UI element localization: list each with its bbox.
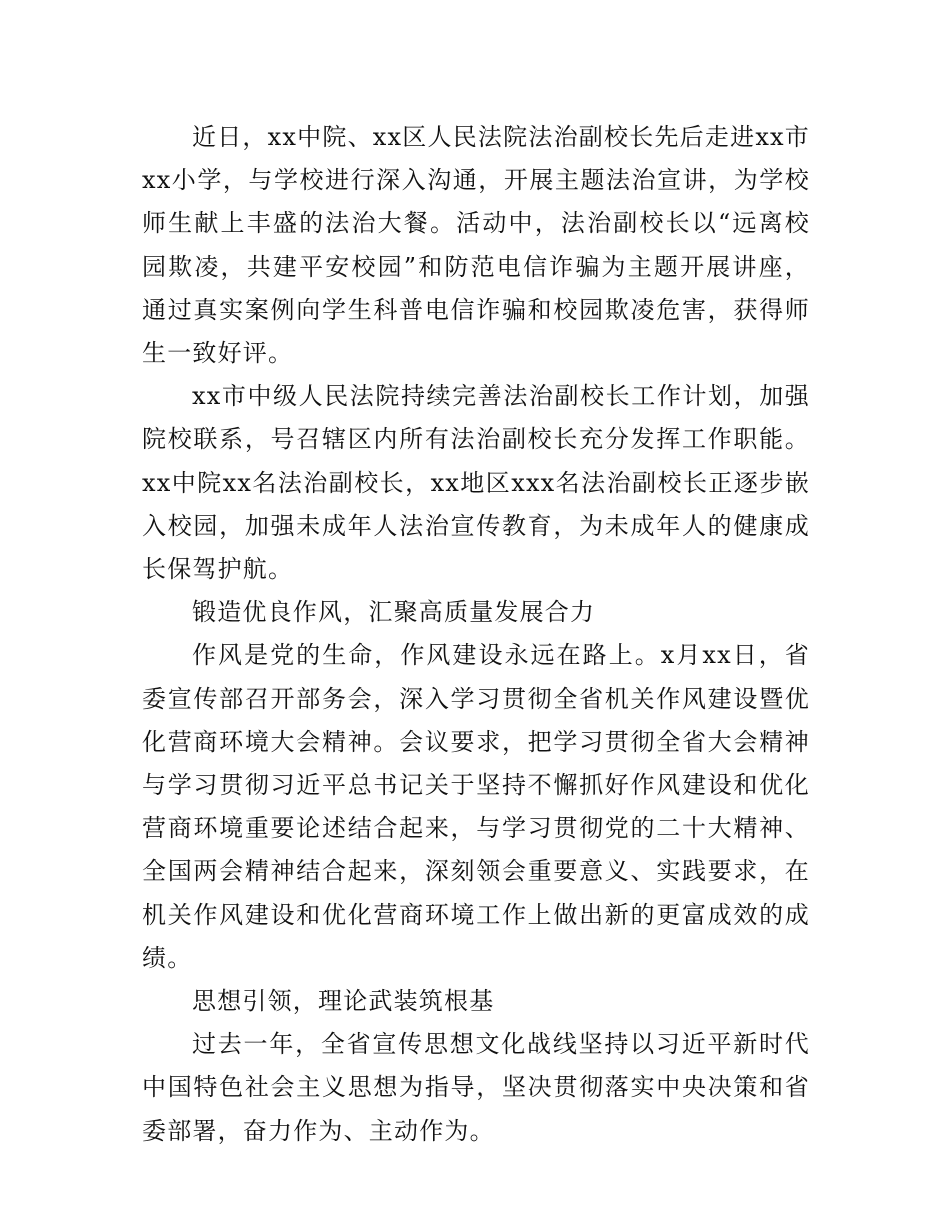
section-heading-ideology: 思想引领，理论武装筑根基 (192, 987, 495, 1016)
document-page (142, 116, 810, 1153)
paragraph-ideology: 过去一年，全省宣传思想文化战线坚持以习近平新时代中国特色社会主义思想为指导，坚决贯彻落实中央决策和省委部署，奋力作为、主动作为。 (142, 1030, 810, 1145)
paragraph-vice-principal-plan: xx市中级人民法院持续完善法治副校长工作计划，加强院校联系，号召辖区内所有法治副校长充分发挥工作职能。xx中院xx名法治副校长，xx地区xxx名法治副校长正逐步嵌入校园，加强未成年人法治宣传教育，为未成年人的健康成长保驾护航。 (142, 382, 810, 584)
paragraph-court-visit: 近日，xx中院、xx区人民法院法治副校长先后走进xx市xx小学，与学校进行深入沟通，开展主题法治宣讲，为学校师生献上丰盛的法治大餐。活动中，法治副校长以“远离校园欺凌，共建平安校园”和防范电信诈骗为主题开展讲座，通过真实案例向学生科普电信诈骗和校园欺凌危害，获得师生一致好评。 (142, 123, 810, 368)
paragraph-work-style: 作风是党的生命，作风建设永远在路上。x月xx日，省委宣传部召开部务会，深入学习贯彻全省机关作风建设暨优化营商环境大会精神。会议要求，把学习贯彻全省大会精神与学习贯彻习近平总书记关于坚持不懈抓好作风建设和优化营商环境重要论述结合起来，与学习贯彻党的二十大精神、全国两会精神结合起来，深刻领会重要意义、实践要求，在机关作风建设和优化营商环境工作上做出新的更富成效的成绩。 (142, 641, 810, 972)
section-heading-work-style: 锻造优良作风，汇聚高质量发展合力 (192, 598, 596, 627)
